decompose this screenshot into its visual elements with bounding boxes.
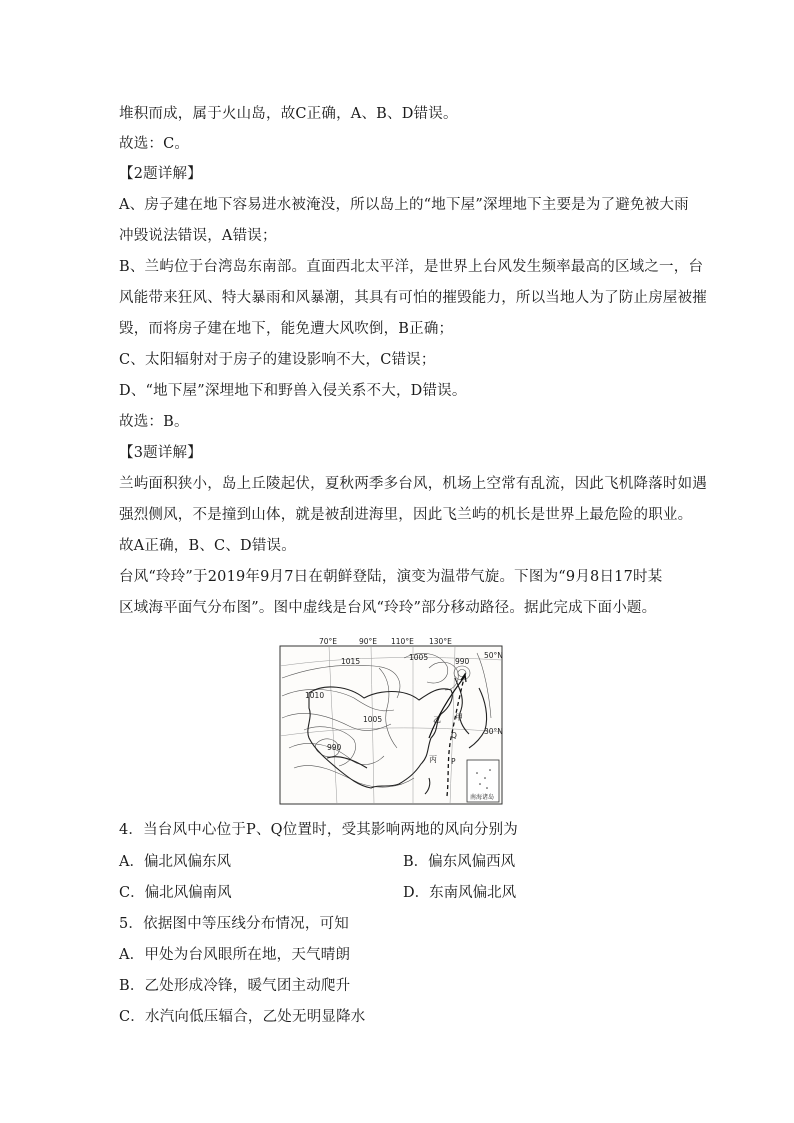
inset-label: 南海诸岛 (470, 794, 495, 801)
place-label: 丙 (429, 755, 437, 764)
isobar-label: 1015 (341, 657, 361, 666)
option-b: B．乙处形成冷锋，暖气团主动爬升 (119, 978, 351, 994)
lon-label: 130°E (429, 638, 452, 646)
option-b: B．偏东风偏西风 (403, 854, 516, 870)
lon-label: 70°E (319, 638, 338, 646)
option-d: D．东南风偏北风 (403, 885, 517, 901)
text-line: 区域海平面气分布图”。图中虚线是台风“玲玲”部分移动路径。据此完成下面小题。 (119, 600, 657, 616)
text-line: 毁，而将房子建在地下，能免遭大风吹倒，B正确； (119, 321, 454, 337)
lon-label: 90°E (359, 638, 378, 646)
answer-line: 故选：C。 (119, 136, 190, 152)
question-stem: 4．当台风中心位于P、Q位置时，受其影响两地的风向分别为 (119, 822, 518, 838)
text-line: 台风“玲玲”于2019年9月7日在朝鲜登陆，演变为温带气旋。下图为“9月8日17时某 (119, 569, 663, 585)
section-heading: 【2题详解】 (119, 166, 202, 182)
place-label: 甲 (455, 713, 463, 722)
text-line: 强烈侧风，不是撞到山体，就是被刮进海里，因此飞兰屿的机长是世界上最危险的职业。 (119, 507, 693, 523)
pressure-map-figure (279, 638, 503, 806)
option-c: C．水汽向低压辐合，乙处无明显降水 (119, 1009, 366, 1025)
place-label: P (451, 757, 456, 766)
text-line: C、太阳辐射对于房子的建设影响不大，C错误； (119, 352, 436, 368)
question-stem: 5．依据图中等压线分布情况，可知 (119, 916, 349, 932)
text-line: 冲毁说法错误，A错误； (119, 228, 277, 244)
answer-line: 故选：B。 (119, 414, 189, 430)
lat-label: 30°N (484, 727, 503, 736)
text-line: 故A正确，B、C、D错误。 (119, 538, 296, 554)
isobar-label: 1005 (363, 715, 383, 724)
text-line: A、房子建在地下容易进水被淹没，所以岛上的“地下屋”深埋地下主要是为了避免被大雨 (119, 197, 689, 213)
text-line: 风能带来狂风、特大暴雨和风暴潮，其具有可怕的摧毁能力，所以当地人为了防止房屋被摧 (119, 290, 707, 306)
lat-label: 50°N (484, 651, 503, 660)
text-line: 堆积而成，属于火山岛，故C正确，A、B、D错误。 (119, 106, 458, 122)
place-label: 乙 (433, 715, 441, 724)
text-line: 兰屿面积狭小，岛上丘陵起伏，夏秋两季多台风，机场上空常有乱流，因此飞机降落时如遇 (119, 476, 707, 492)
place-label: Q (451, 731, 457, 740)
isobar-label: 990 (327, 743, 342, 752)
text-line: B、兰屿位于台湾岛东南部。直面西北太平洋，是世界上台风发生频率最高的区域之一，台 (119, 259, 704, 275)
section-heading: 【3题详解】 (119, 445, 202, 461)
isobar-label: 1005 (409, 653, 429, 662)
text-line: D、“地下屋”深埋地下和野兽入侵关系不大，D错误。 (119, 383, 467, 399)
isobar-label: 990 (455, 657, 470, 666)
isobar-label: 1010 (305, 691, 325, 700)
lon-label: 110°E (391, 638, 414, 646)
option-a: A．甲处为台风眼所在地，天气晴朗 (119, 947, 351, 963)
pressure-map (279, 638, 503, 806)
option-a: A．偏北风偏东风 (119, 854, 231, 870)
option-c: C．偏北风偏南风 (119, 885, 232, 901)
